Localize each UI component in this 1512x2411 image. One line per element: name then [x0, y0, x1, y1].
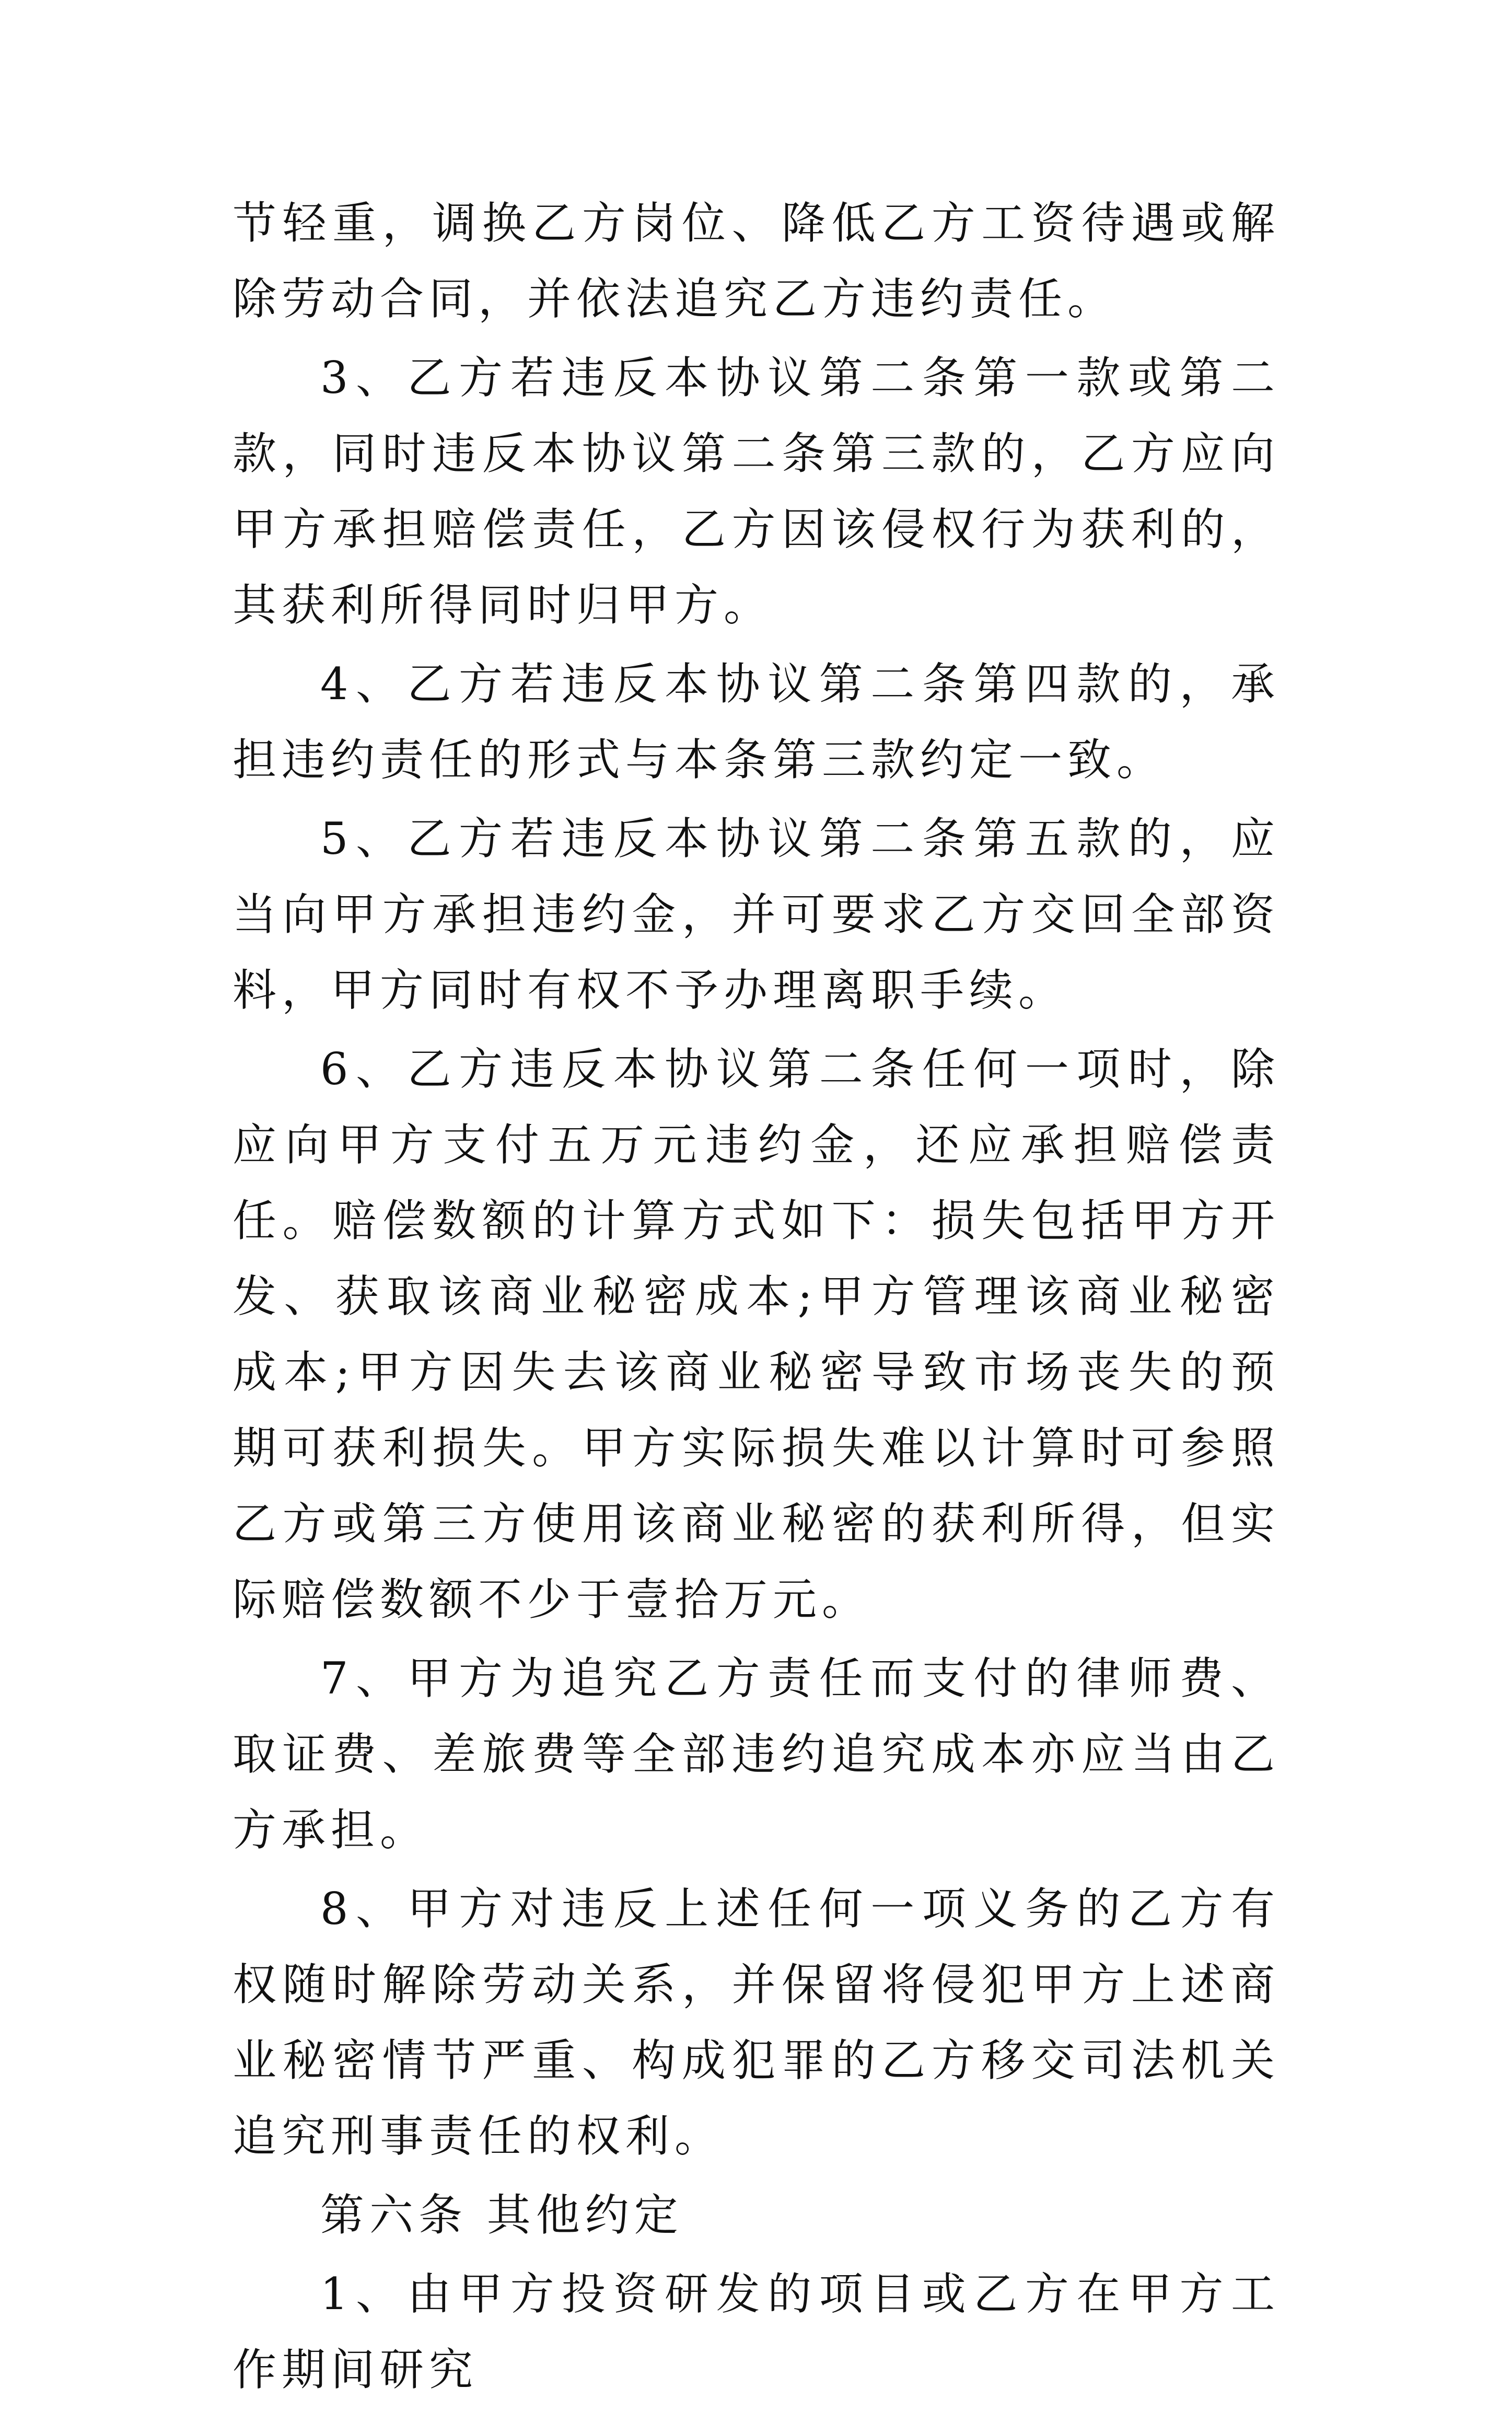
paragraph-clause-8: 8、甲方对违反上述任何一项义务的乙方有权随时解除劳动关系，并保留将侵犯甲方上述商业秘密情节严重、构成犯罪的乙方移交司法机关追究刑事责任的权利。	[232, 1883, 1280, 2162]
paragraph-clause-6: 6、乙方违反本协议第二条任何一项时，除应向甲方支付五万元违约金，还应承担赔偿责任。赔偿数额的计算方式如下：损失包括甲方开发、获取该商业秘密成本;甲方管理该商业秘密成本;甲方因失去该商业秘密导致市场丧失的预期可获利损失。甲方实际损失难以计算时可参照乙方或第三方使用该商业秘密的获利所得，但实际赔偿数额不少于壹拾万元。	[232, 1044, 1280, 1625]
document-body	[232, 186, 1280, 2411]
article-6-heading: 第六条 其他约定	[320, 2189, 683, 2241]
paragraph-clause-7: 7、甲方为追究乙方责任而支付的律师费、取证费、差旅费等全部违约追究成本亦应当由乙方承担。	[232, 1653, 1280, 1856]
paragraph-continuation: 节轻重，调换乙方岗位、降低乙方工资待遇或解除劳动合同，并依法追究乙方违约责任。	[232, 198, 1280, 324]
paragraph-article-6-clause-1: 1、由甲方投资研发的项目或乙方在甲方工作期间研究	[232, 2268, 1280, 2395]
paragraph-clause-3: 3、乙方若违反本协议第二条第一款或第二款，同时违反本协议第二条第三款的，乙方应向甲方承担赔偿责任，乙方因该侵权行为获利的，其获利所得同时归甲方。	[232, 352, 1280, 631]
paragraph-clause-4: 4、乙方若违反本协议第二条第四款的，承担违约责任的形式与本条第三款约定一致。	[232, 658, 1280, 785]
paragraph-clause-5: 5、乙方若违反本协议第二条第五款的，应当向甲方承担违约金，并可要求乙方交回全部资料，甲方同时有权不予办理离职手续。	[232, 813, 1280, 1016]
